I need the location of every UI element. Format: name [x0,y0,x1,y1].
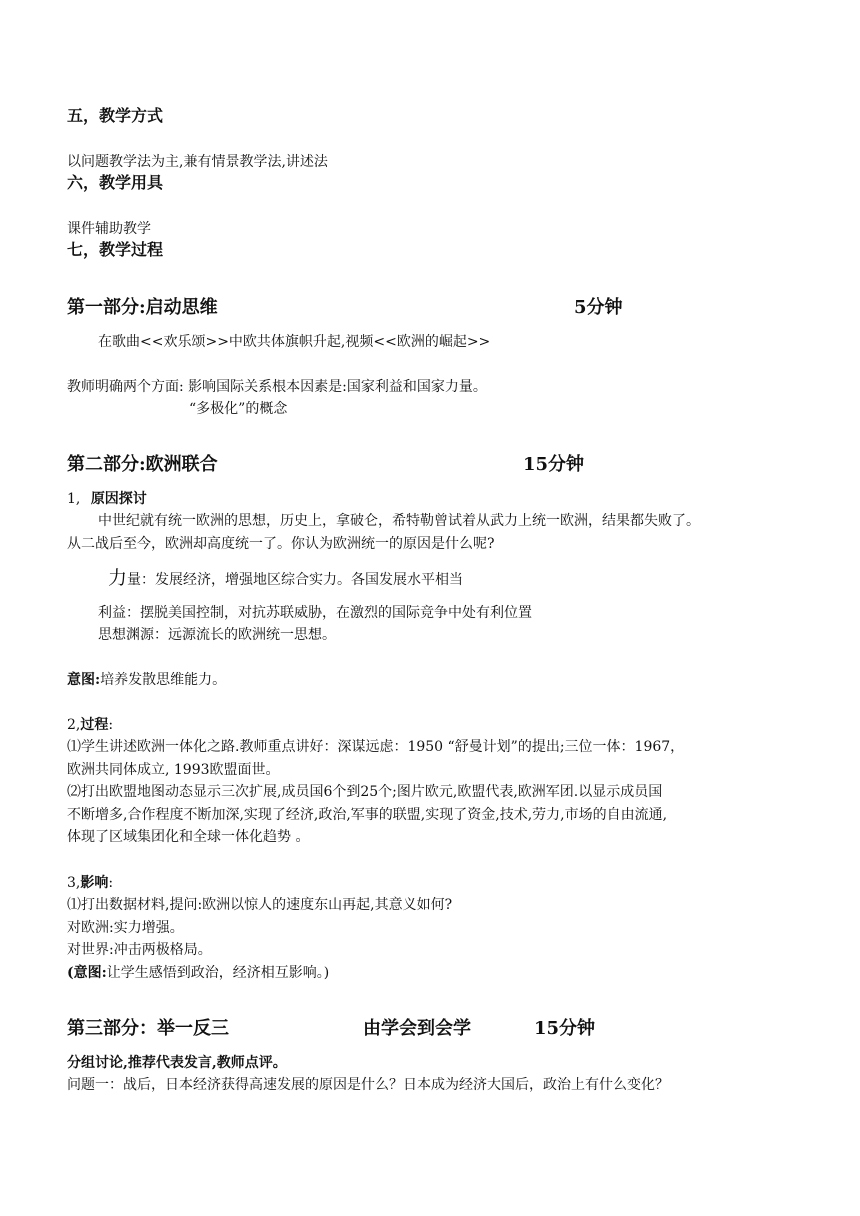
process-line-3: ⑵打出欧盟地图动态显示三次扩展,成员国6个到25个;图片欧元,欧盟代表,欧洲军团.以显示成员国 [67,784,663,800]
part-1-title: 第一部分:启动思维 [67,297,218,318]
part-2-title: 第二部分:欧洲联合 [67,454,218,475]
process-heading: 过程 [80,717,109,733]
cause-force-text: 量：发展经济，增强地区综合实力。各国发展水平相当 [127,572,464,588]
cause-force [108,566,463,592]
cause-interest: 利益：摆脱美国控制，对抗苏联威胁，在激烈的国际竞争中处有利位置 [98,605,532,621]
section-6-body: 课件辅助教学 [67,221,151,237]
part-3-title: 第三部分：举一反三 [67,1018,229,1039]
part-3-subtitle: 由学会到会学 [363,1018,471,1039]
impact-subheading [67,873,113,893]
cause-intent-text: 培养发散思维能力。 [100,672,227,688]
section-5-body: 以问题教学法为主,兼有情景教学法,讲述法 [67,154,328,170]
part-1-concept: “多极化”的概念 [189,401,288,417]
impact-heading: 影响 [80,875,109,891]
impact-line-3: 对世界:冲击两极格局。 [67,942,212,958]
process-subheading [67,715,113,735]
part-1-time: 5分钟 [574,297,623,318]
impact-colon: : [108,875,114,891]
cause-intent-label: 意图: [67,672,101,688]
impact-intent-label: (意图: [67,965,107,981]
cause-intent [67,670,226,690]
cause-paragraph-1: 中世纪就有统一欧洲的思想，历史上，拿破仑，希特勒曾试着从武力上统一欧洲，结果都失败了。 [98,513,700,529]
impact-line-2: 对欧洲:实力增强。 [67,920,184,936]
cause-heading: 原因探讨 [90,491,147,507]
process-line-5: 体现了区域集团化和全球一体化趋势 。 [67,829,310,845]
section-5-heading: 五，教学方式 [67,106,164,125]
cause-number: 1, [67,491,81,507]
part-1-intro: 在歌曲<<欢乐颂>>中欧共体旗帜升起,视频<<欧洲的崛起>> [98,334,491,350]
section-7-heading: 七，教学过程 [67,240,164,259]
cause-force-char: 力 [108,567,128,589]
impact-intent-text: 让学生感悟到政治，经济相互影响。) [106,965,330,981]
process-line-1: ⑴学生讲述欧洲一体化之路.教师重点讲好：深谋远虑：1950 “舒曼计划”的提出;三位一体：1967， [67,739,685,755]
impact-line-1: ⑴打出数据材料,提问:欧洲以惊人的速度东山再起,其意义如何? [67,897,453,913]
process-line-2: 欧洲共同体成立, 1993欧盟面世。 [67,762,280,778]
section-6-heading: 六，教学用具 [67,173,164,192]
impact-intent [67,963,329,983]
cause-thought: 思想渊源：远源流长的欧洲统一思想。 [98,627,336,643]
process-colon: : [108,717,114,733]
part-1-teacher-note: 教师明确两个方面: 影响国际关系根本因素是:国家利益和国家力量。 [67,379,487,395]
part-2-time: 15分钟 [523,454,585,475]
cause-paragraph-2: 从二战后至今，欧洲却高度统一了。你认为欧洲统一的原因是什么呢? [67,536,495,552]
impact-number: 3, [67,875,81,891]
process-line-4: 不断增多,合作程度不断加深,实现了经济,政治,军事的联盟,实现了资金,技术,劳力,市场的自由流通, [67,807,668,823]
part-3-question-1: 问题一：战后，日本经济获得高速发展的原因是什么？日本成为经济大国后，政治上有什么变化？ [67,1077,669,1093]
part-3-time: 15分钟 [534,1018,596,1039]
part-3-method: 分组讨论,推荐代表发言,教师点评。 [67,1055,287,1071]
cause-subheading [67,489,147,509]
process-number: 2, [67,717,81,733]
